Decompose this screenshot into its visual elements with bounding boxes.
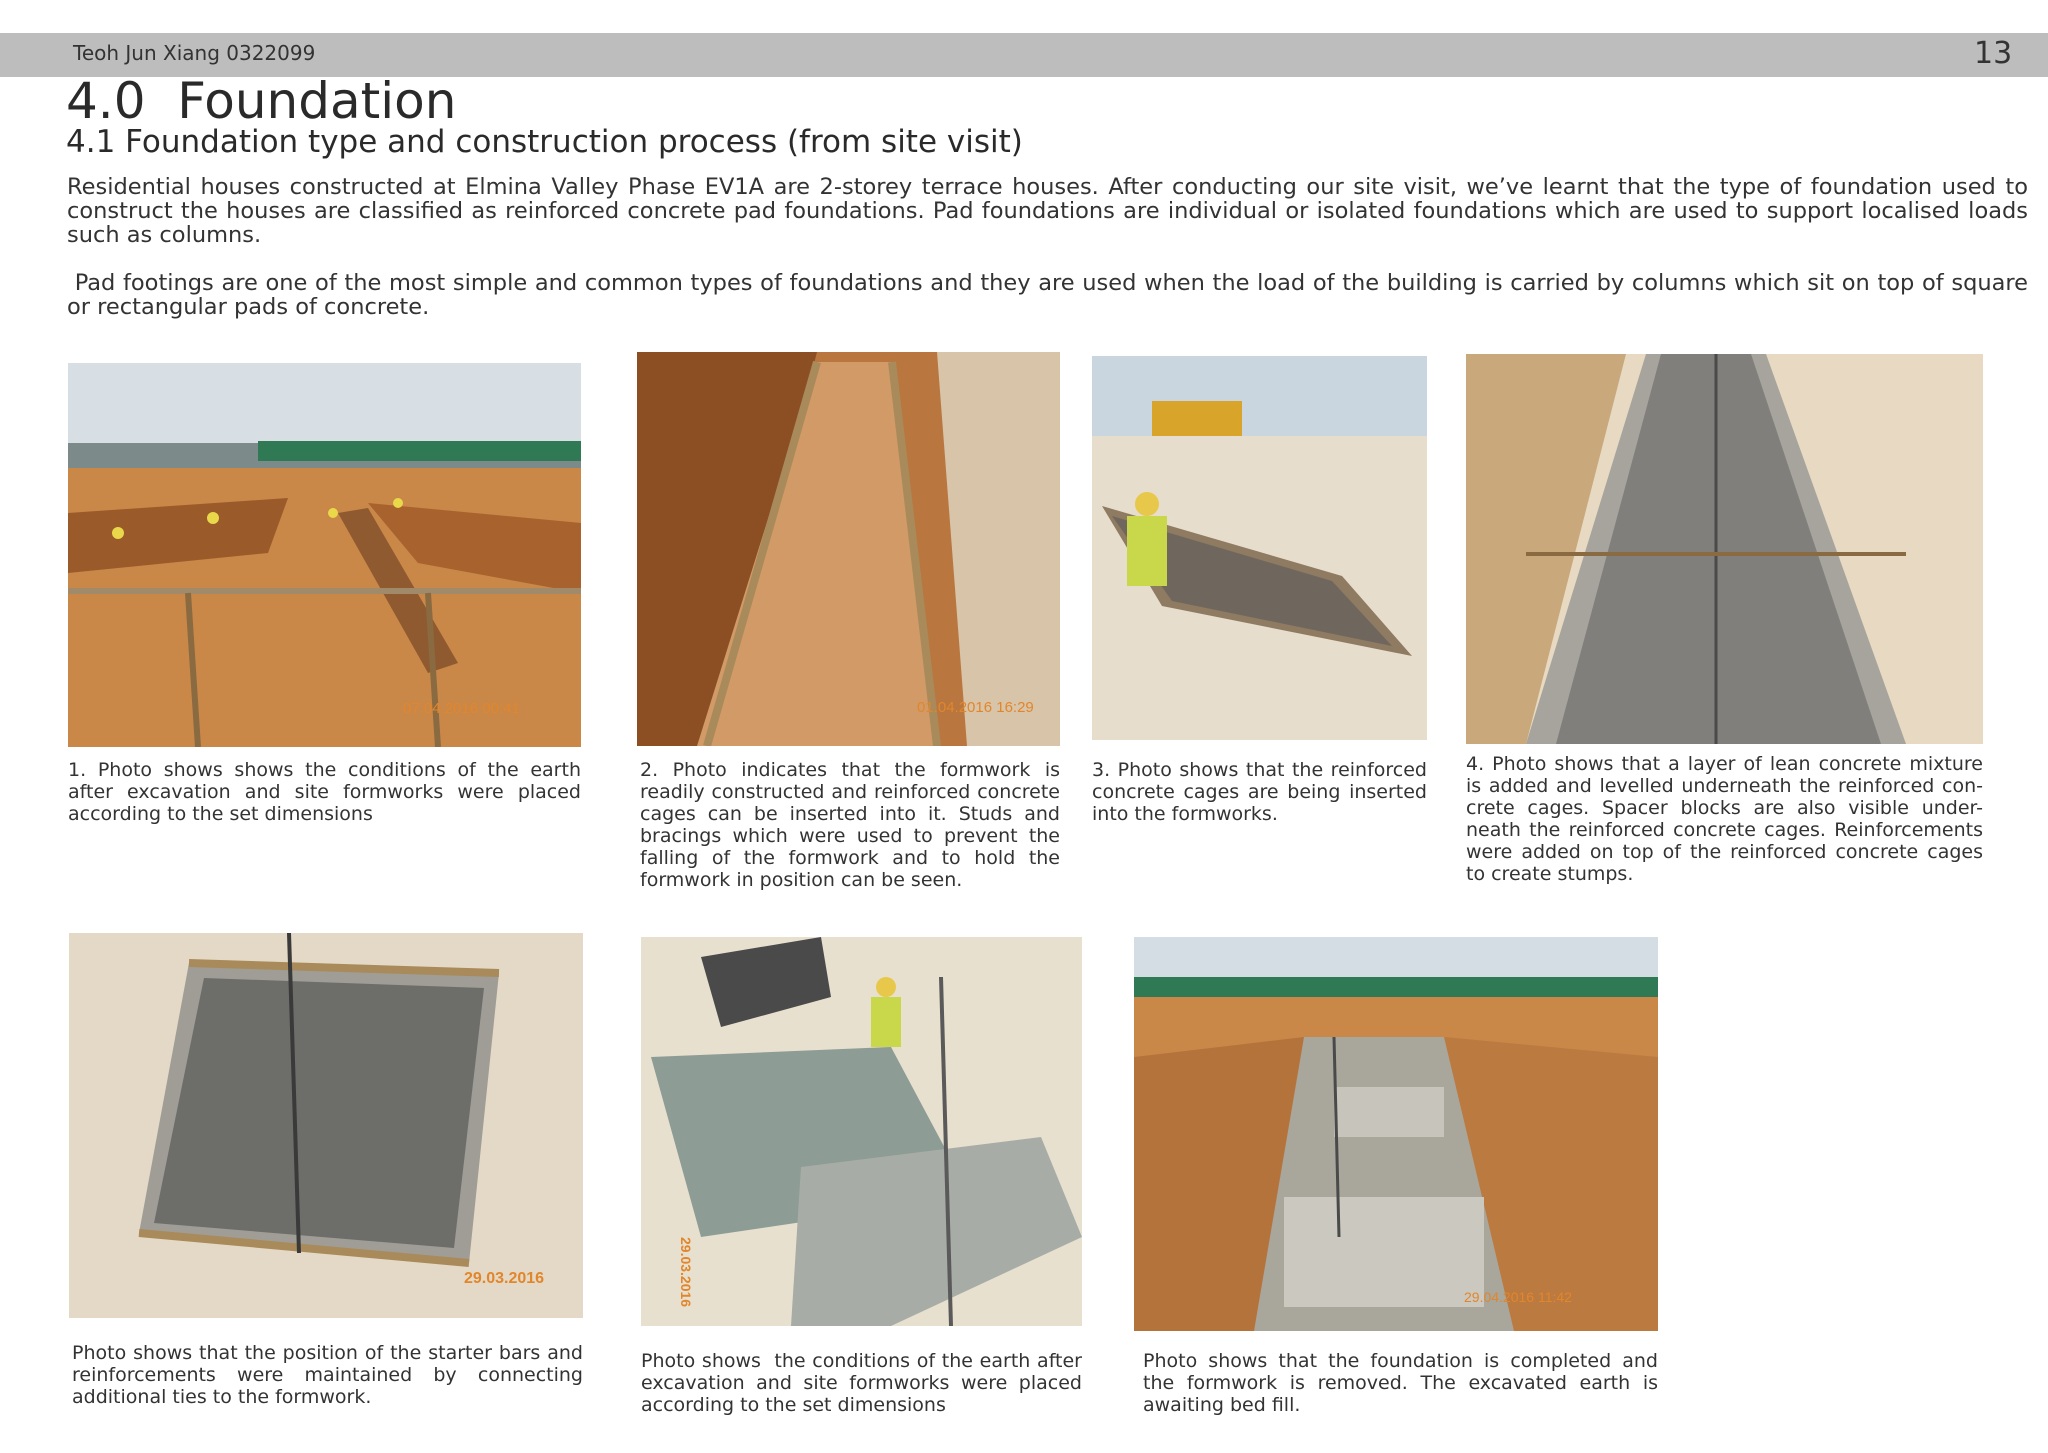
photo-5-date-stamp: 29.03.2016	[464, 1270, 545, 1287]
photo-5-starter-bars	[69, 933, 583, 1318]
photo-1-date-stamp: 07.04.2016 00:41	[403, 700, 520, 717]
photo-1-excavation	[68, 363, 581, 747]
photo-3-cage-insertion	[1092, 356, 1427, 740]
caption-photo-1: 1. Photo shows shows the conditions of the earth after excavation and site formworks were placed according to the set dimensions	[68, 759, 581, 825]
caption-photo-4: 4. Photo shows that a layer of lean concrete mixture is added and levelled underneath the reinforced con-crete cages. Spacer blocks are also visible under-neath the reinforced concrete cages. Reinforcements were added on top of the reinforced concrete cages to create stumps.	[1466, 753, 1983, 885]
photo-4-lean-concrete	[1466, 354, 1983, 744]
photo-2-date-stamp: 01.04.2016 16:29	[917, 699, 1034, 716]
caption-photo-2: 2. Photo indicates that the formwork is readily constructed and reinforced concrete cages can be inserted into it. Studs and bracings which were used to prevent the falling of the formwork and to hold the formwork in position can be seen.	[640, 759, 1060, 891]
photo-7-date-stamp: 29.04.2016 11:42	[1464, 1289, 1572, 1305]
intro-paragraph: Residential houses constructed at Elmina Valley Phase EV1A are 2-storey terrace houses. After conducting our site visit, we’ve learnt that the type of foundation used to construct the houses are classified as reinforced concrete pad foundations. Pad foundations are individual or isolated foundations which are used to support localised loads such as columns.	[67, 174, 2028, 248]
photo-2-formwork-trench	[637, 352, 1060, 746]
caption-photo-3: 3. Photo shows that the reinforced concrete cages are being inserted into the formworks.	[1092, 759, 1427, 825]
caption-photo-6: Photo shows the conditions of the earth after excavation and site formworks were placed according to the set dimensions	[641, 1350, 1089, 1416]
author-name: Teoh Jun Xiang 0322099	[73, 41, 316, 65]
photo-7-completed-foundation	[1134, 937, 1658, 1331]
subsection-title: 4.1 Foundation type and construction process (from site visit)	[66, 124, 1023, 160]
caption-photo-7: Photo shows that the foundation is completed and the formwork is removed. The excavated earth is awaiting bed fill.	[1143, 1350, 1658, 1416]
pad-footing-paragraph: Pad footings are one of the most simple and common types of foundations and they are used when the load of the building is carried by columns which sit on top of square or rectangular pads of concrete.	[67, 270, 2036, 320]
page-number: 13	[1974, 36, 2013, 71]
section-title: 4.0 Foundation	[66, 72, 457, 130]
photo-6-concrete-pouring	[641, 937, 1082, 1326]
caption-photo-5: Photo shows that the position of the starter bars and reinforcements were maintained by connecting additional ties to the formwork.	[72, 1342, 583, 1408]
photo-6-date-stamp: 29.03.2016	[678, 1237, 694, 1308]
